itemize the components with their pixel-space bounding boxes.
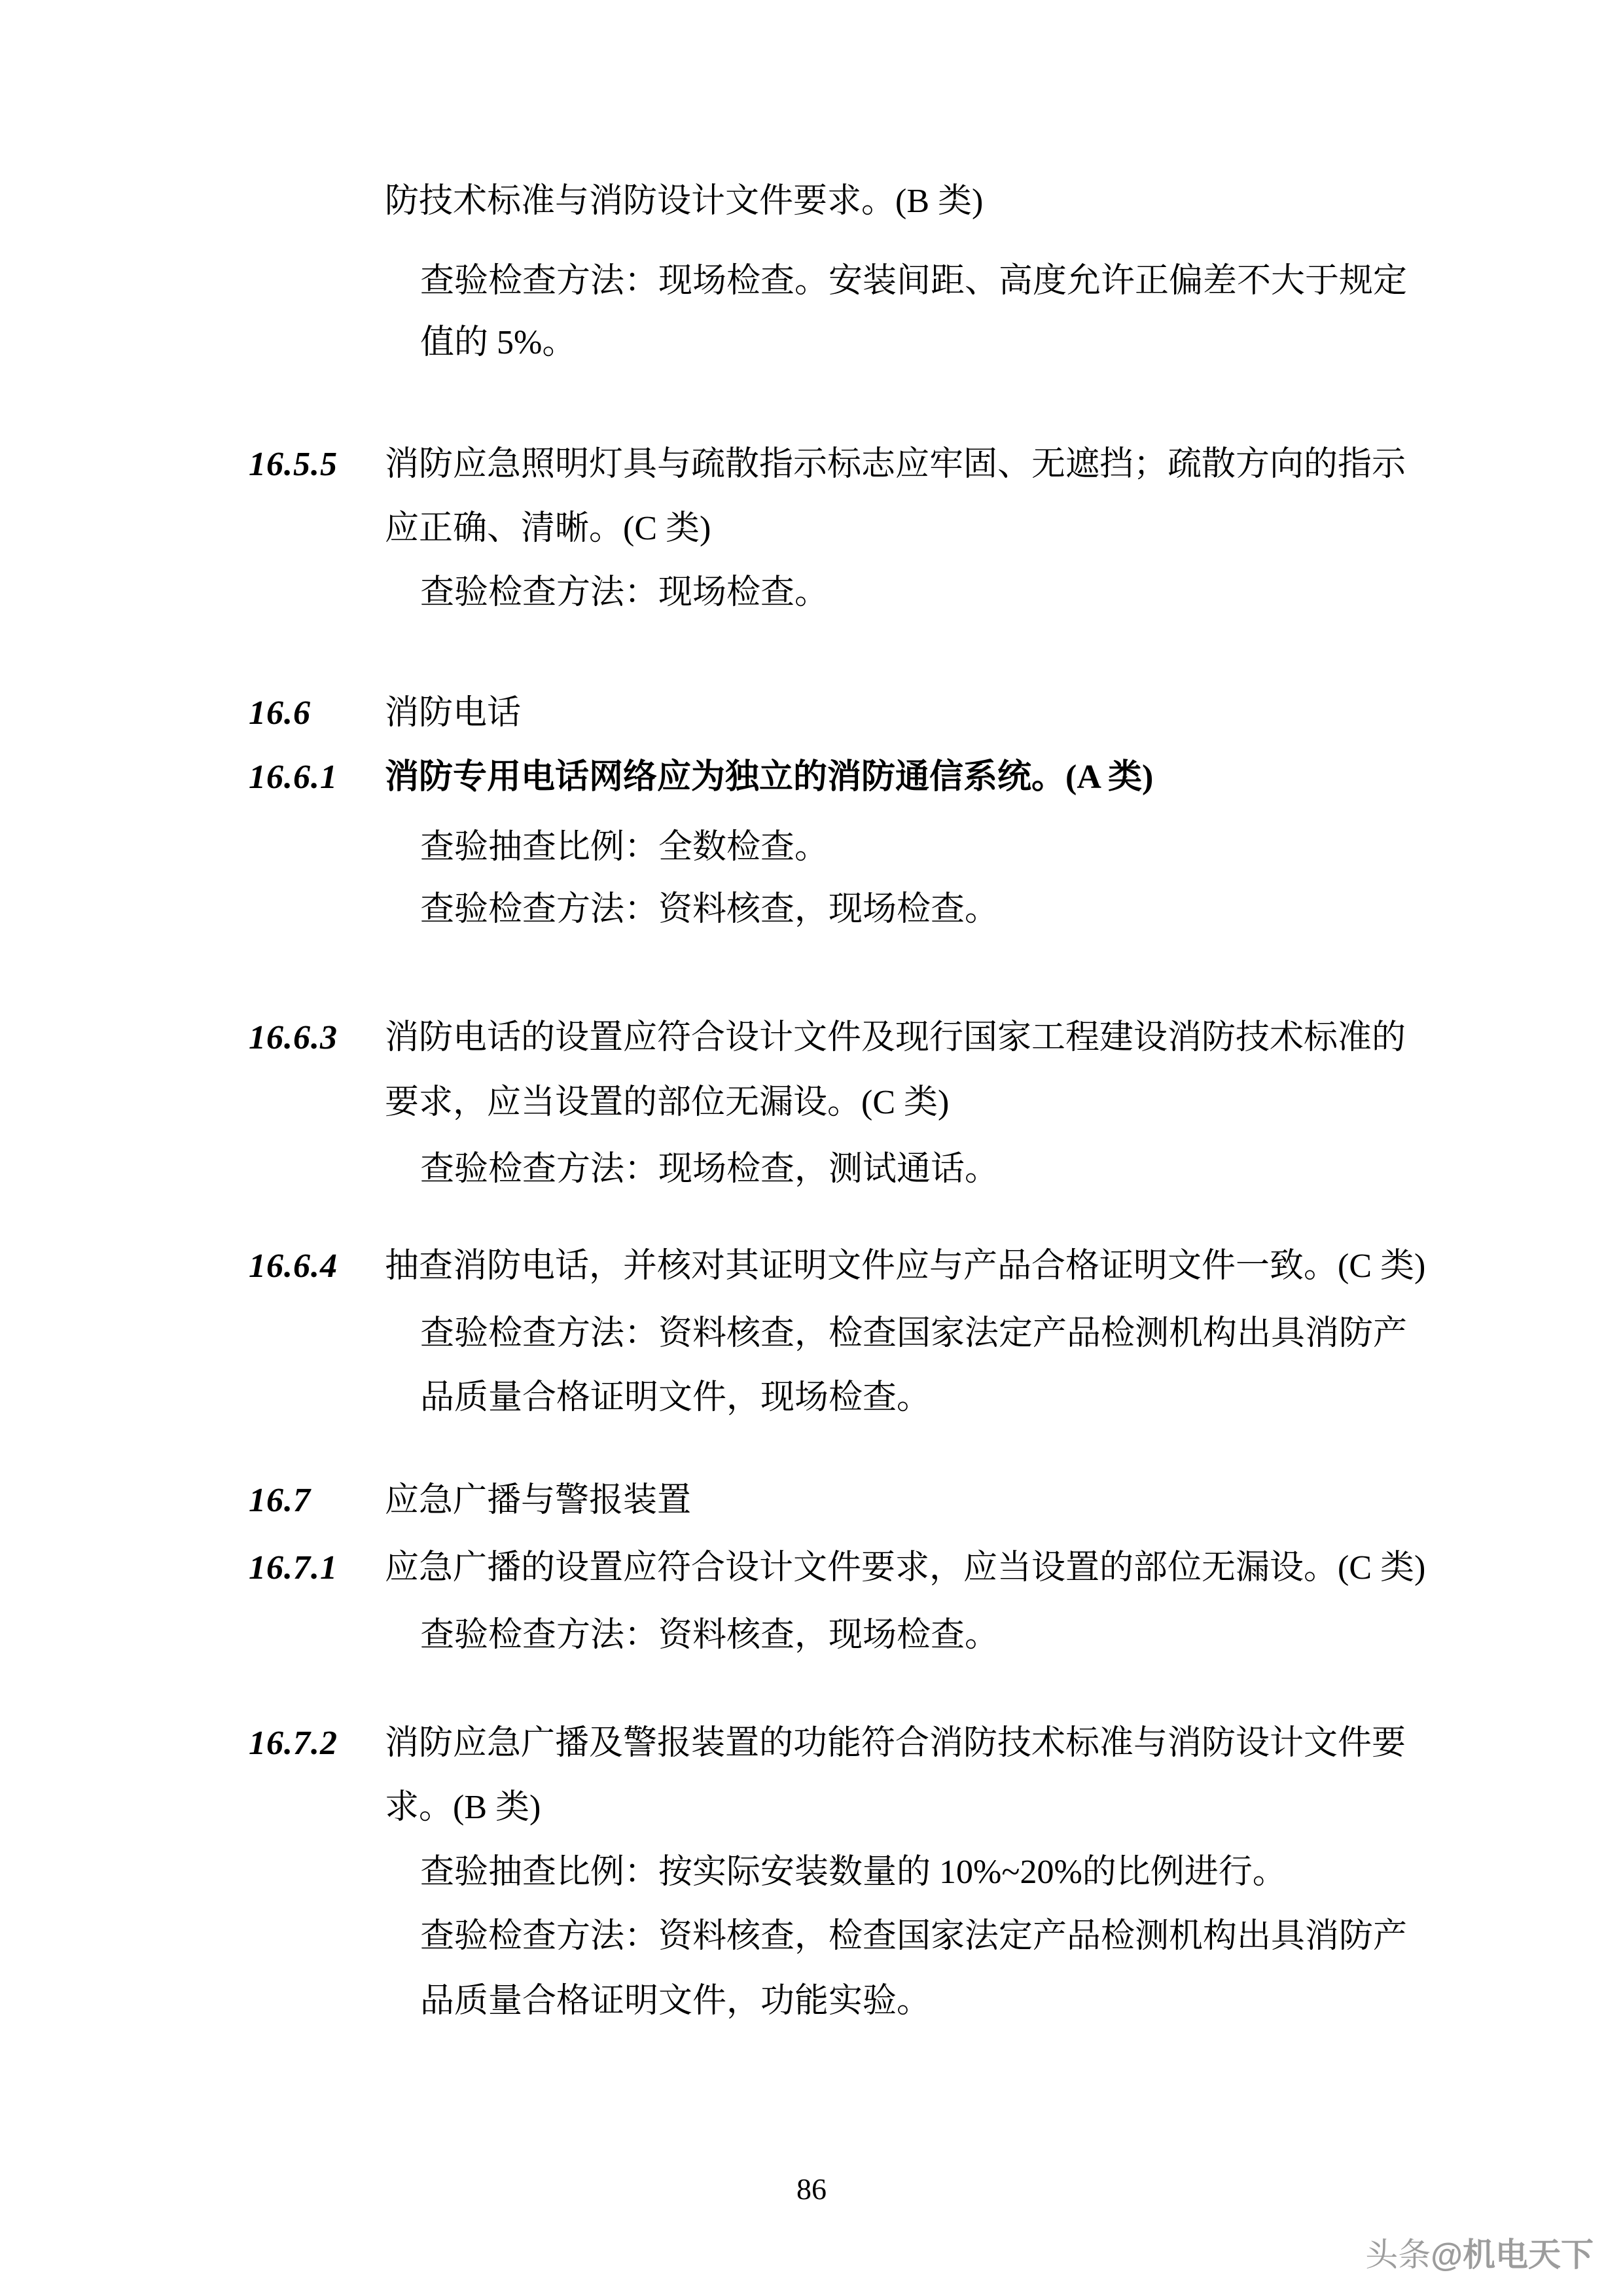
- clause-text: 消防应急广播及警报装置的功能符合消防技术标准与消防设计文件要: [385, 1725, 1406, 1762]
- text-line: 查验抽查比例：按实际安装数量的 10%~20%的比例进行。: [420, 1854, 1287, 1891]
- watermark-prefix: 头条: [1365, 2236, 1431, 2273]
- text-line: 求。(B 类): [385, 1789, 541, 1826]
- text-line: 值的 5%。: [420, 324, 577, 361]
- text-line: 查验检查方法：资料核查，检查国家法定产品检测机构出具消防产: [420, 1918, 1408, 1955]
- clause-number: 16.6.1: [249, 759, 338, 796]
- text-line: 要求，应当设置的部位无漏设。(C 类): [385, 1084, 950, 1121]
- clause-number: 16.6.3: [249, 1019, 338, 1056]
- text-line: 查验检查方法：现场检查。: [420, 574, 829, 611]
- section-title: 应急广播与警报装置: [385, 1482, 692, 1519]
- watermark-handle: @机电天下: [1431, 2236, 1594, 2273]
- clause-text: 消防应急照明灯具与疏散指示标志应牢固、无遮挡；疏散方向的指示: [385, 446, 1406, 483]
- clause-text: 消防专用电话网络应为独立的消防通信系统。(A 类): [385, 759, 1154, 796]
- page-number: 86: [796, 2172, 827, 2206]
- section-number: 16.6: [249, 694, 311, 732]
- text-line: 查验检查方法：资料核查，现场检查。: [420, 1617, 999, 1654]
- text-line: 品质量合格证明文件，功能实验。: [420, 1982, 931, 2020]
- clause-text: 应急广播的设置应符合设计文件要求，应当设置的部位无漏设。(C 类): [385, 1549, 1426, 1587]
- text-line: 应正确、清晰。(C 类): [385, 510, 711, 547]
- clause-number: 16.7.2: [249, 1725, 338, 1762]
- text-line: 查验检查方法：资料核查，检查国家法定产品检测机构出具消防产: [420, 1315, 1408, 1352]
- section-number: 16.7: [249, 1482, 311, 1519]
- clause-text: 抽查消防电话，并核对其证明文件应与产品合格证明文件一致。(C 类): [385, 1247, 1426, 1285]
- clause-number: 16.6.4: [249, 1247, 338, 1285]
- clause-text: 消防电话的设置应符合设计文件及现行国家工程建设消防技术标准的: [385, 1019, 1406, 1056]
- text-line: 防技术标准与消防设计文件要求。(B 类): [385, 183, 984, 220]
- section-title: 消防电话: [385, 694, 522, 732]
- text-line: 查验检查方法：现场检查，测试通话。: [420, 1151, 999, 1188]
- text-line: 查验检查方法：资料核查，现场检查。: [420, 891, 999, 928]
- text-line: 品质量合格证明文件，现场检查。: [420, 1379, 931, 1416]
- text-line: 查验抽查比例：全数检查。: [420, 829, 829, 866]
- clause-number: 16.7.1: [249, 1549, 338, 1587]
- clause-number: 16.5.5: [249, 446, 338, 483]
- watermark: [1365, 2229, 1594, 2276]
- text-line: 查验检查方法：现场检查。安装间距、高度允许正偏差不大于规定: [420, 262, 1408, 300]
